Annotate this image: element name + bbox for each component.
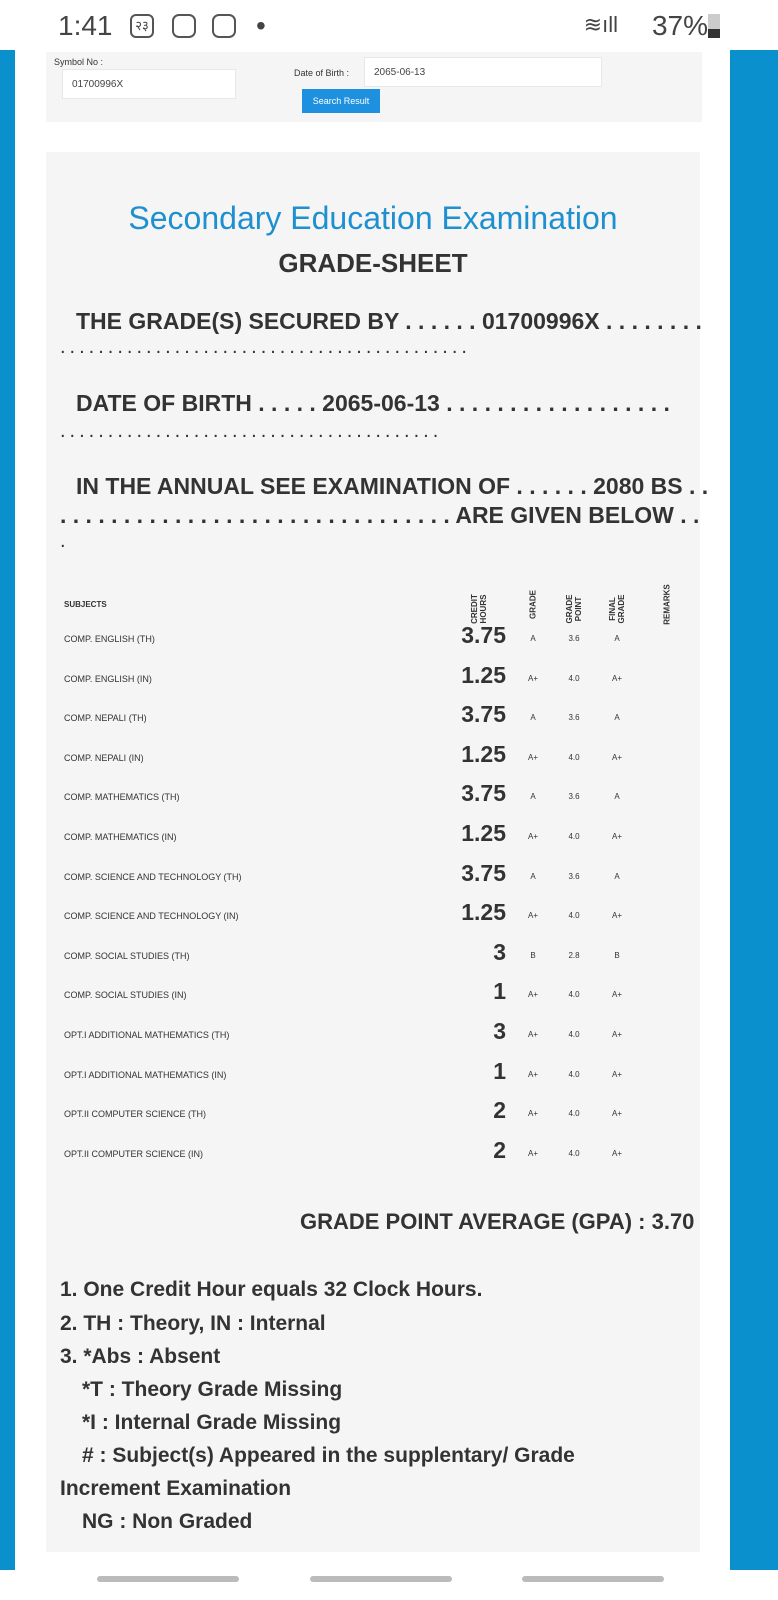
cell-credit: 1 xyxy=(493,1057,506,1084)
cell-subject: COMP. SOCIAL STUDIES (IN) xyxy=(64,990,187,1001)
cell-subject: OPT.I ADDITIONAL MATHEMATICS (IN) xyxy=(64,1069,227,1080)
cell-final: A xyxy=(614,792,620,802)
cell-point: 4.0 xyxy=(568,1069,580,1079)
cell-credit: 3.75 xyxy=(461,780,506,807)
note: *I : Internal Grade Missing xyxy=(82,1411,342,1434)
cell-grade: A+ xyxy=(527,752,538,762)
table-row xyxy=(46,820,700,859)
wifi-signal-icon: ≋ıll xyxy=(583,12,618,37)
symbol-label: Symbol No : xyxy=(54,57,104,67)
instagram-icon xyxy=(172,14,196,38)
cell-point: 4.0 xyxy=(568,911,580,921)
dob-line: DATE OF BIRTH . . . . . 2065-06-13 . . . . . . . . . . . . . . . . . . xyxy=(76,390,670,416)
cell-point: 4.0 xyxy=(568,832,580,841)
table-row xyxy=(46,701,700,740)
cell-final: A+ xyxy=(611,752,622,762)
header-remarks: REMARKS xyxy=(662,584,672,625)
cell-credit: 3 xyxy=(493,938,506,965)
cell-final: A+ xyxy=(611,990,622,1000)
cell-point: 4.0 xyxy=(568,1148,580,1158)
cell-final: A+ xyxy=(611,1069,622,1079)
table-row xyxy=(46,978,700,1017)
note: 2. TH : Theory, IN : Internal xyxy=(60,1312,326,1335)
battery-percent: 37% xyxy=(651,10,708,41)
exam-year-line: IN THE ANNUAL SEE EXAMINATION OF . . . . . . 2080 BS . . xyxy=(76,473,709,499)
table-row xyxy=(46,1018,700,1057)
cell-grade: A+ xyxy=(527,1148,538,1158)
table-row xyxy=(46,1097,700,1136)
cell-point: 3.6 xyxy=(568,634,580,643)
cell-subject: OPT.II COMPUTER SCIENCE (IN) xyxy=(64,1148,204,1159)
cell-point: 4.0 xyxy=(568,990,580,1000)
note: 3. *Abs : Absent xyxy=(60,1345,221,1368)
dob-input[interactable]: 2065-06-13 xyxy=(364,57,602,87)
note: # : Subject(s) Appeared in the supplentary/ Grade xyxy=(82,1444,575,1467)
cell-grade: A xyxy=(530,871,536,881)
cell-final: A xyxy=(614,634,620,643)
cell-final: A+ xyxy=(611,911,622,921)
clock: 1:41 xyxy=(58,10,113,41)
cell-point: 4.0 xyxy=(568,673,580,683)
cell-credit: 1.25 xyxy=(461,820,506,846)
cell-grade: A xyxy=(530,713,536,723)
cell-credit: 3.75 xyxy=(461,622,506,648)
note: Increment Examination xyxy=(60,1477,292,1500)
cell-final: A+ xyxy=(611,1030,622,1039)
header-credit-hours: CREDIT HOURS xyxy=(470,594,488,624)
cell-final: A xyxy=(614,871,620,881)
table-row xyxy=(46,899,700,938)
search-form xyxy=(46,52,702,122)
dots: ........................................ xyxy=(60,420,443,442)
status-bar xyxy=(0,0,778,50)
search-result-button[interactable]: Search Result xyxy=(302,89,380,113)
cell-final: A+ xyxy=(611,832,622,841)
note: *T : Theory Grade Missing xyxy=(82,1378,343,1401)
cell-grade: A+ xyxy=(527,1109,538,1119)
table-row xyxy=(46,780,700,819)
cell-final: A+ xyxy=(611,1109,622,1119)
header-grade: GRADE xyxy=(528,590,538,619)
cell-credit: 3.75 xyxy=(461,859,506,886)
cell-subject: COMP. ENGLISH (IN) xyxy=(64,673,152,684)
cell-grade: B xyxy=(530,950,536,960)
cell-subject: COMP. ENGLISH (TH) xyxy=(64,634,155,644)
cell-subject: COMP. MATHEMATICS (TH) xyxy=(64,792,180,803)
table-row xyxy=(46,860,700,899)
cell-subject: COMP. SOCIAL STUDIES (TH) xyxy=(64,950,190,961)
cell-credit: 2 xyxy=(493,1136,506,1163)
table-row xyxy=(46,622,700,661)
battery-icon xyxy=(708,14,720,38)
table-row xyxy=(46,741,700,780)
cell-credit: 2 xyxy=(493,1097,506,1124)
dots: . xyxy=(60,530,70,552)
calendar-icon: २३ xyxy=(130,14,154,38)
header-subjects: SUBJECTS xyxy=(64,600,107,609)
cell-subject: COMP. NEPALI (TH) xyxy=(64,713,147,724)
cell-grade: A xyxy=(530,634,536,643)
cell-grade: A+ xyxy=(527,673,538,683)
cell-subject: OPT.II COMPUTER SCIENCE (TH) xyxy=(64,1109,207,1120)
given-below-line: . . . . . . . . . . . . . . . . . . . . . . . . . . . . . . . ARE GIVEN BELOW . . xyxy=(60,502,700,528)
cell-point: 3.6 xyxy=(568,871,580,881)
gpa: GRADE POINT AVERAGE (GPA) : 3.70 xyxy=(300,1209,695,1234)
table-row xyxy=(46,1058,700,1097)
nav-recent[interactable] xyxy=(97,1576,239,1582)
header-grade-point: GRADE POINT xyxy=(565,594,583,624)
cell-final: A+ xyxy=(611,673,622,683)
nav-home[interactable] xyxy=(310,1576,452,1582)
cell-final: A xyxy=(614,713,620,723)
note: NG : Non Graded xyxy=(82,1510,253,1533)
dots: ........................................... xyxy=(60,336,471,358)
cell-subject: COMP. SCIENCE AND TECHNOLOGY (IN) xyxy=(64,911,239,922)
table-row xyxy=(46,662,700,701)
cell-credit: 1.25 xyxy=(461,740,506,767)
cell-credit: 3 xyxy=(493,1018,506,1044)
secured-by-line: THE GRADE(S) SECURED BY . . . . . . 01700996X . . . . . . . . xyxy=(76,308,702,334)
right-border xyxy=(730,50,778,1570)
cell-subject: COMP. MATHEMATICS (IN) xyxy=(64,832,177,842)
cell-grade: A xyxy=(530,792,536,802)
cell-point: 4.0 xyxy=(568,752,580,762)
cell-grade: A+ xyxy=(527,832,538,841)
cell-point: 3.6 xyxy=(568,792,580,802)
dob-label: Date of Birth : xyxy=(294,68,350,78)
cell-point: 4.0 xyxy=(568,1030,580,1039)
table-row xyxy=(46,939,700,978)
instagram-icon xyxy=(212,14,236,38)
dot-icon: • xyxy=(256,10,266,41)
cell-final: A+ xyxy=(611,1148,622,1158)
header-final-grade: FINAL GRADE xyxy=(608,594,626,624)
symbol-input[interactable]: 01700996X xyxy=(62,69,236,99)
cell-credit: 1 xyxy=(493,978,506,1005)
left-border xyxy=(0,50,15,1570)
cell-point: 2.8 xyxy=(568,950,580,960)
cell-subject: COMP. NEPALI (IN) xyxy=(64,752,144,763)
cell-point: 4.0 xyxy=(568,1109,580,1119)
cell-credit: 3.75 xyxy=(461,701,506,728)
nav-back[interactable] xyxy=(522,1576,664,1582)
cell-grade: A+ xyxy=(527,1069,538,1079)
cell-grade: A+ xyxy=(527,1030,538,1039)
cell-grade: A+ xyxy=(527,911,538,921)
exam-title: Secondary Education Examination xyxy=(128,200,618,236)
cell-credit: 1.25 xyxy=(461,899,506,926)
grade-sheet xyxy=(46,152,709,1552)
cell-subject: OPT.I ADDITIONAL MATHEMATICS (TH) xyxy=(64,1030,230,1040)
table-row xyxy=(46,1137,700,1176)
grade-sheet-heading: GRADE-SHEET xyxy=(278,248,468,278)
cell-subject: COMP. SCIENCE AND TECHNOLOGY (TH) xyxy=(64,871,242,882)
cell-grade: A+ xyxy=(527,990,538,1000)
cell-final: B xyxy=(614,950,620,960)
note: 1. One Credit Hour equals 32 Clock Hours. xyxy=(60,1278,483,1301)
cell-point: 3.6 xyxy=(568,713,580,723)
cell-credit: 1.25 xyxy=(461,661,506,688)
